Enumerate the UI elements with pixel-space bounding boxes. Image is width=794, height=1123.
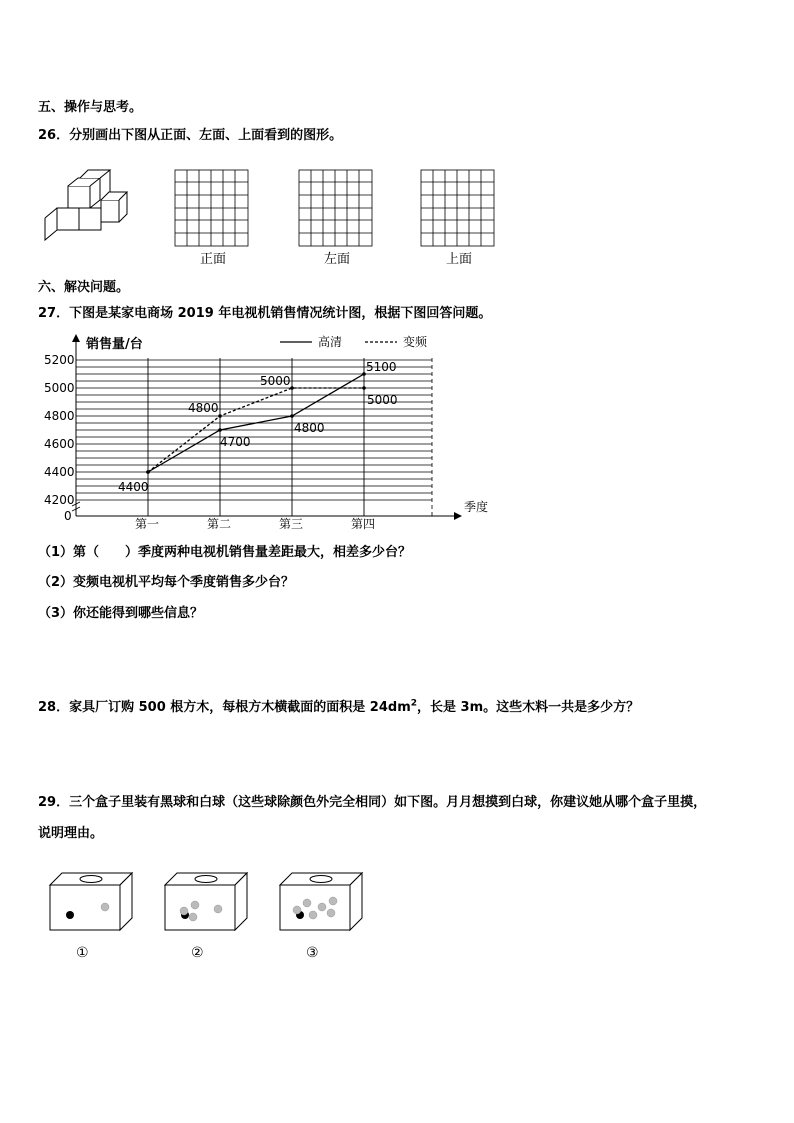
white-ball (327, 909, 335, 917)
chart-x-axis-label: 季度 (464, 500, 489, 514)
grid-left-label: 左面 (324, 252, 351, 267)
cube-stack-figure (45, 170, 127, 240)
box-label: ② (191, 945, 204, 961)
black-ball (66, 911, 74, 919)
box-opening (310, 876, 332, 883)
box-opening (195, 876, 217, 883)
chart-y-tick-label: 4400 (44, 465, 75, 479)
white-ball (191, 901, 199, 909)
ball-box-3 (280, 873, 362, 961)
box-opening (80, 876, 102, 883)
box-front-face (280, 885, 350, 930)
white-ball (293, 906, 301, 914)
chart-point (146, 470, 150, 474)
question-29-text-line1: 29．三个盒子里装有黑球和白球（这些球除颜色外完全相同）如下图。月月想摸到白球，你建议她从哪个盒子里摸， (38, 795, 707, 810)
question-27-sub3: （3）你还能得到哪些信息？ (38, 606, 204, 621)
chart-y-arrow (72, 334, 80, 342)
white-ball (318, 903, 326, 911)
box-label: ① (76, 945, 89, 961)
chart-data-label: 4700 (220, 435, 251, 449)
white-ball (309, 911, 317, 919)
chart-data-label: 4400 (118, 480, 149, 494)
question-28-superscript: 2 (410, 698, 418, 709)
chart-x-tick-label: 第四 (351, 517, 376, 531)
q26-figures (40, 160, 500, 272)
chart-data-label: 4800 (188, 401, 219, 415)
chart-x-arrow (454, 512, 462, 520)
question-28-text-post: ，长是 3m。这些木料一共是多少方？ (417, 700, 640, 715)
chart-y-axis-label: 销售量/台 (86, 337, 143, 352)
chart-point (362, 386, 366, 390)
white-ball (214, 905, 222, 913)
chart-point (218, 428, 222, 432)
ball-boxes-figure (40, 865, 400, 965)
question-27-sub2: （2）变频电视机平均每个季度销售多少台？ (38, 575, 295, 590)
grid-top-label: 上面 (446, 252, 473, 267)
chart-legend-label: 高清 (318, 335, 343, 349)
chart-x-tick-label: 第三 (279, 517, 304, 531)
question-28-text (38, 696, 639, 715)
grid-front (175, 170, 248, 246)
box-front-face (165, 885, 235, 930)
ball-box-1 (50, 873, 132, 961)
section-6-title: 六、解决问题。 (38, 280, 130, 295)
chart-data-label: 5000 (367, 393, 398, 407)
section-5-title: 五、操作与思考。 (38, 100, 143, 115)
box-front-face (50, 885, 120, 930)
chart-x-tick-label: 第二 (207, 517, 232, 531)
grid-front-label: 正面 (200, 252, 227, 267)
chart-x-tick-label: 第一 (135, 517, 160, 531)
chart-y-tick-label: 0 (64, 509, 72, 523)
chart-data-label: 5100 (366, 360, 397, 374)
white-ball (303, 899, 311, 907)
chart-point (290, 414, 294, 418)
question-28-text-pre: 28．家具厂订购 500 根方木，每根方木横截面的面积是 24dm (38, 700, 411, 715)
white-ball (180, 907, 188, 915)
ball-box-2 (165, 873, 247, 961)
box-label: ③ (306, 945, 319, 961)
white-ball (189, 913, 197, 921)
question-27-text: 27．下图是某家电商场 2019 年电视机销售情况统计图，根据下图回答问题。 (38, 306, 492, 321)
grid-left (299, 170, 372, 246)
chart-y-tick-label: 5200 (44, 353, 75, 367)
question-29-text-line2: 说明理由。 (38, 826, 104, 841)
chart-y-tick-label: 5000 (44, 381, 75, 395)
question-27-sub1: （1）第（ ）季度两种电视机销售量差距最大，相差多少台？ (38, 545, 412, 560)
chart-y-tick-label: 4600 (44, 437, 75, 451)
chart-point (290, 386, 294, 390)
chart-data-label: 5000 (260, 374, 291, 388)
chart-y-tick-label: 4200 (44, 493, 75, 507)
chart-data-label: 4800 (294, 421, 325, 435)
chart-y-tick-label: 4800 (44, 409, 75, 423)
grid-top (421, 170, 494, 246)
sales-line-chart (30, 330, 500, 532)
question-26-text: 26．分别画出下图从正面、左面、上面看到的图形。 (38, 128, 343, 143)
chart-legend-label: 变频 (403, 335, 428, 349)
chart-point (218, 414, 222, 418)
white-ball (329, 897, 337, 905)
white-ball (101, 903, 109, 911)
